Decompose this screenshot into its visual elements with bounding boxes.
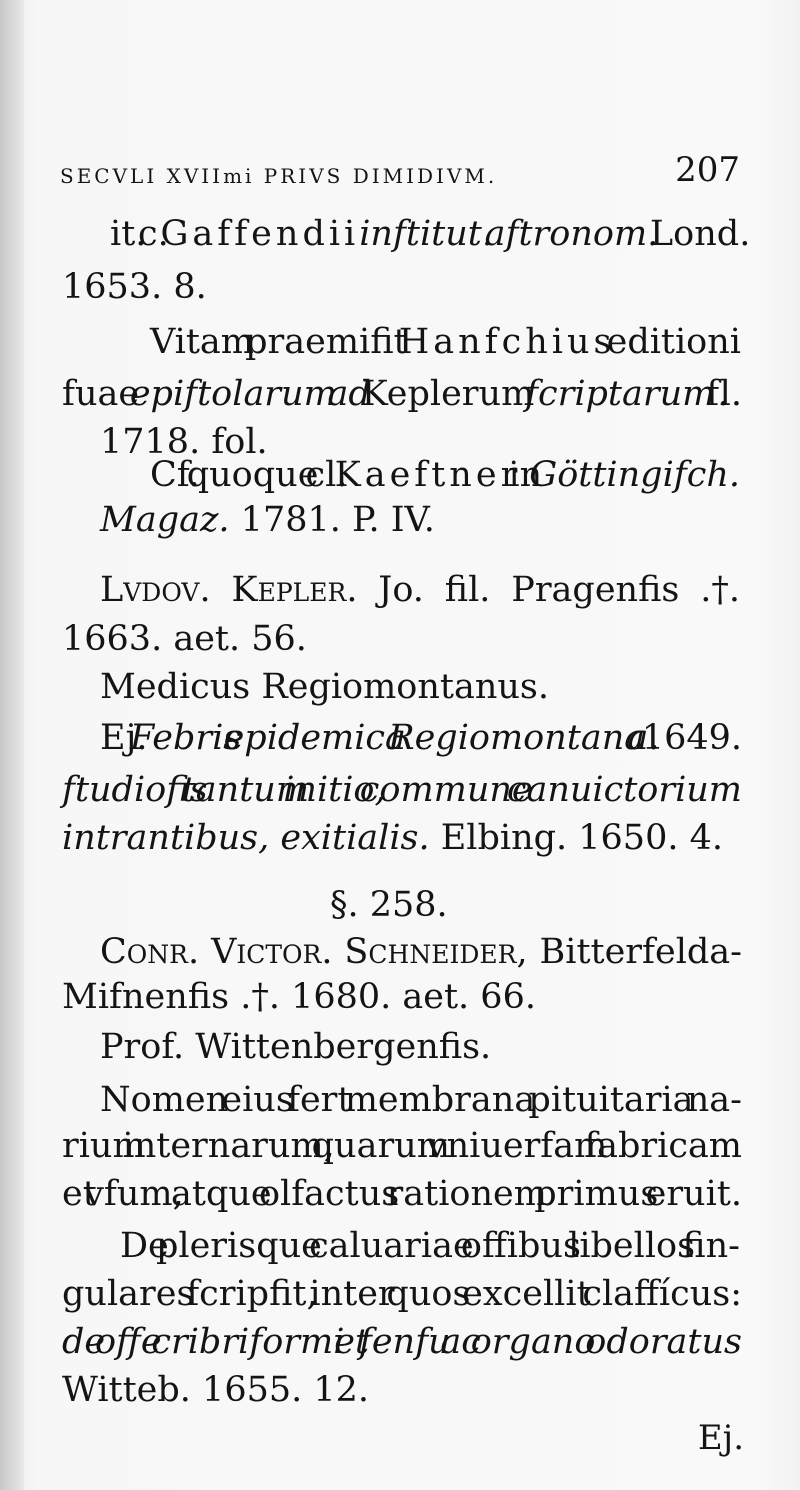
text-line — [62, 265, 207, 309]
text-segment: 1718. fol. — [100, 422, 268, 462]
text-segment: epiftolarum ad — [129, 374, 371, 414]
text-segment: §. 258. — [330, 885, 448, 925]
text-line — [62, 1320, 742, 1364]
text-line — [62, 1368, 369, 1412]
text-segment: ftudiofis tantum initio, commune canuictorium — [62, 770, 742, 810]
text-segment: fcriptarum — [525, 374, 716, 414]
text-segment: Mifnenfis .†. 1680. aet. 66. — [62, 977, 536, 1017]
text-line — [62, 768, 742, 812]
text-segment: Prof. Wittenbergenfis. — [100, 1027, 492, 1067]
text-segment: intrantibus, exitialis. — [62, 818, 430, 858]
text-segment: Witteb. 1655. 12. — [62, 1370, 370, 1410]
text-segment: Cf. quoque cl. — [150, 455, 335, 495]
text-segment: Medicus Regiomontanus. — [100, 667, 550, 707]
page-number: 207 — [675, 150, 740, 190]
text-segment: , Bitterfelda- — [516, 932, 742, 972]
binding-gutter — [0, 0, 24, 1490]
text-line — [62, 1272, 742, 1316]
text-segment: Keplerum — [370, 374, 526, 414]
text-segment: Conr. Victor. Schneider — [100, 932, 517, 972]
text-segment: 1649. — [659, 718, 742, 758]
text-segment: et vfum, atque olfactus rationem primus eruit. — [62, 1174, 742, 1214]
text-segment: gulares fcripfit, inter quos excellit claffícus: — [62, 1274, 742, 1314]
text-line — [62, 372, 742, 416]
text-line — [110, 212, 750, 256]
text-line — [62, 816, 723, 860]
text-segment: 1781. P. IV. — [229, 500, 435, 540]
text-segment: de offe cribriformi et fenfu ac organo odoratus — [62, 1322, 742, 1362]
text-segment: rium internarum, quarum vniuerfam fabricam — [62, 1126, 742, 1166]
text-line — [62, 617, 307, 661]
text-line — [330, 883, 448, 927]
text-segment: in — [521, 455, 530, 495]
text-segment: De plerisque caluariae offibus libellos fin- — [120, 1226, 740, 1266]
text-line — [62, 1124, 742, 1168]
text-segment: Vitam praemifit — [150, 322, 399, 362]
text-segment: Elbing. 1650. 4. — [429, 818, 723, 858]
text-line — [120, 1224, 740, 1268]
text-segment: Kaeftner — [334, 455, 522, 495]
text-segment: Ej. — [100, 718, 130, 758]
text-segment: inftitut. aftronom. — [359, 214, 659, 254]
text-line — [62, 975, 536, 1019]
text-segment: 1653. 8. — [62, 267, 207, 307]
text-line — [100, 498, 435, 542]
text-segment: 1663. aet. 56. — [62, 619, 307, 659]
running-title: SECVLI XVIImi PRIVS DIMIDIVM. — [60, 164, 498, 188]
text-line — [100, 1025, 491, 1069]
text-segment: Lond. — [658, 214, 751, 254]
text-segment: Nomen eius fert membrana pituitaria na- — [100, 1080, 742, 1120]
text-segment: editioni — [615, 322, 741, 362]
catchword: Ej. — [697, 1418, 744, 1458]
text-line — [62, 1172, 742, 1216]
text-line — [150, 320, 741, 364]
text-segment: Gaffendii — [160, 214, 360, 254]
text-segment: Febris epidemica Regiomontana a. — [129, 718, 660, 758]
text-segment: Lvdov. Kepler. — [100, 570, 358, 610]
text-line — [100, 568, 740, 612]
text-segment: f. l. — [715, 374, 743, 414]
text-line — [150, 453, 740, 497]
text-segment: Jo. fil. Pragenfis .†. — [357, 570, 740, 610]
text-line — [100, 930, 742, 974]
text-segment: Magaz. — [100, 500, 230, 540]
text-line — [100, 716, 742, 760]
text-line — [100, 1078, 742, 1122]
running-head — [60, 150, 740, 194]
text-line — [100, 665, 549, 709]
text-segment: it. c. — [110, 214, 161, 254]
text-segment: Hanfchius — [398, 322, 616, 362]
text-segment: Göttingifch. — [529, 455, 740, 495]
text-segment: fuae — [62, 374, 130, 414]
